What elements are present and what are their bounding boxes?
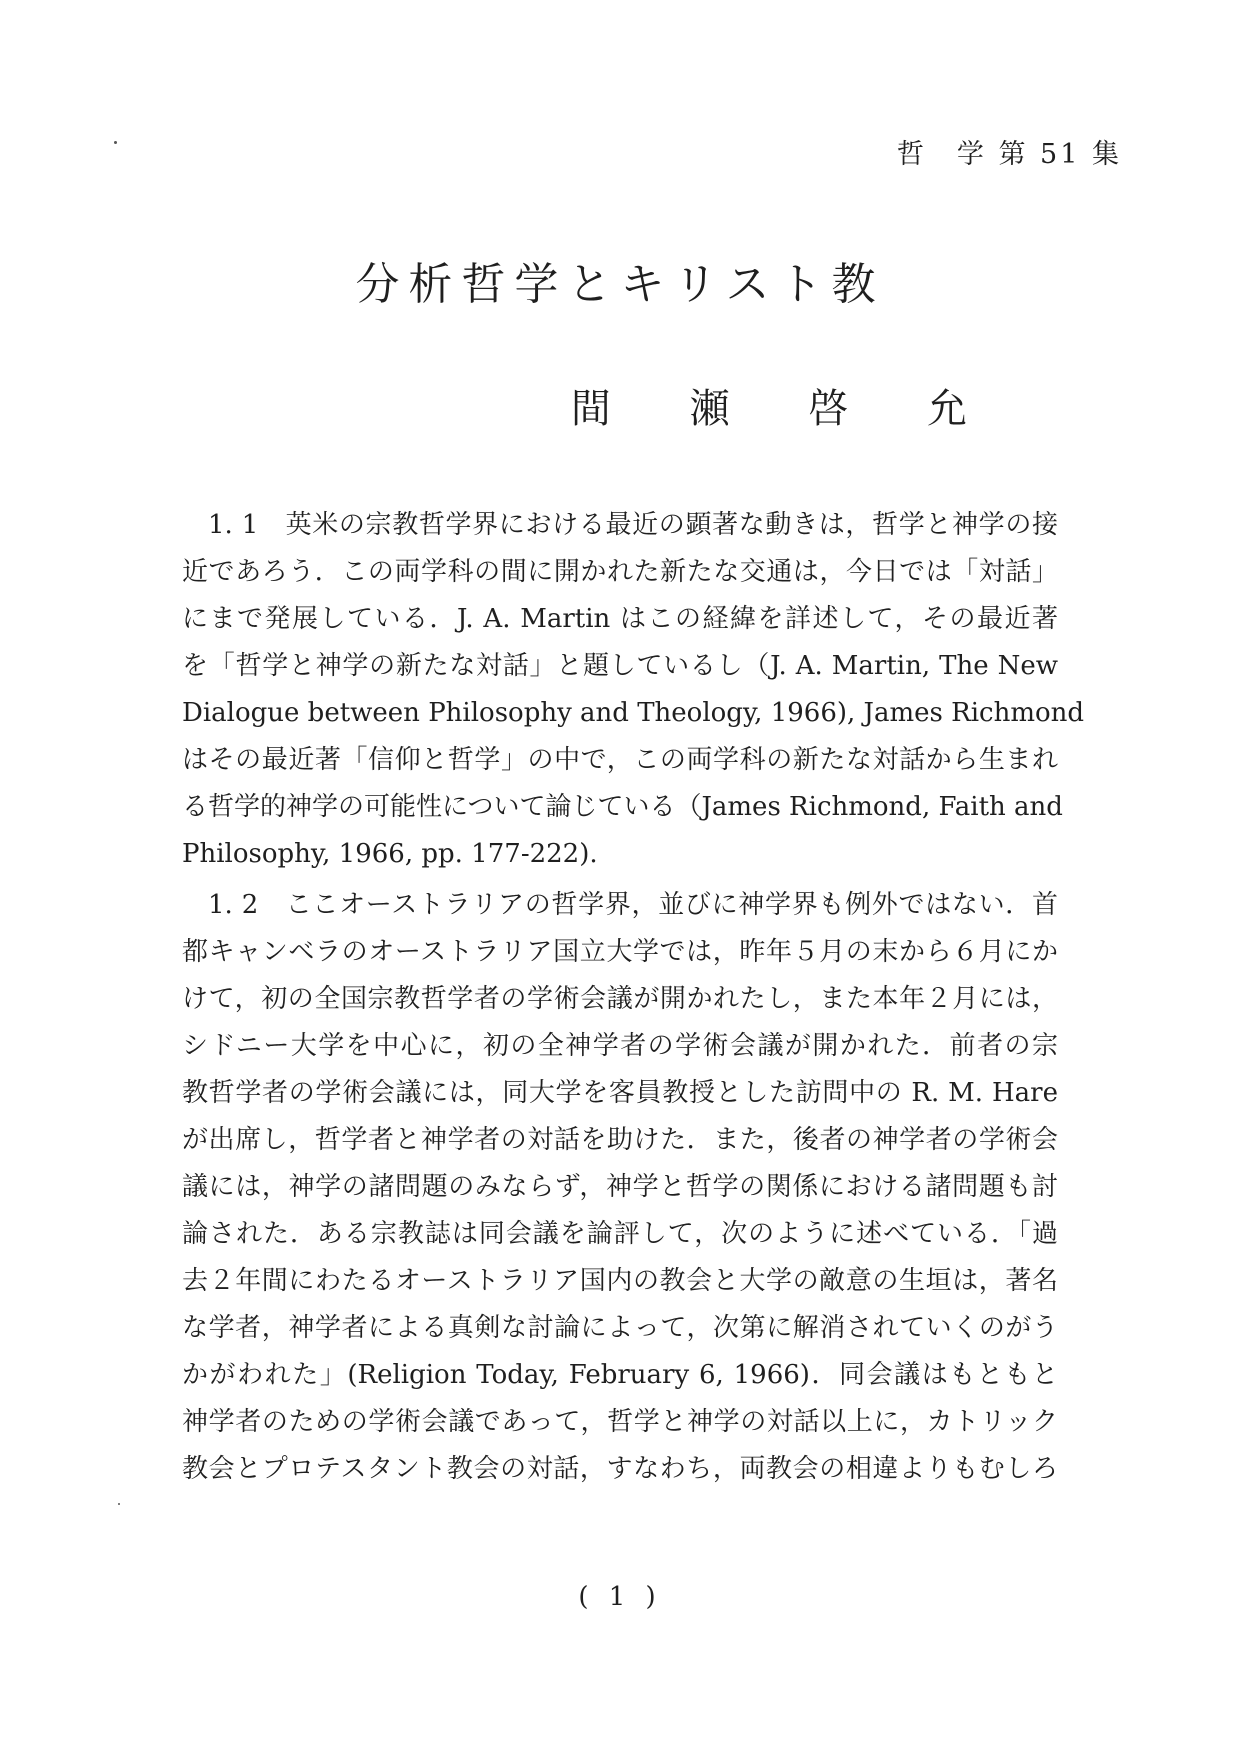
body-line: けて，初の全国宗教哲学者の学術会議が開かれたし，また本年２月には， [182, 984, 1058, 1014]
body-line: シドニー大学を中心に，初の全神学者の学術会議が開かれた．前者の宗 [182, 1031, 1058, 1061]
page-number: ( 1 ) [578, 1582, 662, 1612]
body-line: 1. 1 英米の宗教哲学界における最近の顕著な動きは，哲学と神学の接 [208, 510, 1058, 540]
body-line: な学者，神学者による真剣な討論によって，次第に解消されていくのがう [182, 1313, 1058, 1343]
body-line: が出席し，哲学者と神学者の対話を助けた．また，後者の神学者の学術会 [182, 1125, 1058, 1155]
article-title: 分析哲学とキリスト教 [355, 259, 885, 310]
body-line: Dialogue between Philosophy and Theology, 1966), James Richmond [182, 698, 1085, 728]
body-line: を「哲学と神学の新たな対話」と題しているし（J. A. Martin, The New [182, 651, 1058, 681]
body-line: 論された．ある宗教誌は同会議を論評して，次のように述べている．「過 [182, 1219, 1058, 1249]
article-body [182, 502, 1085, 1493]
body-line: 近であろう．この両学科の間に開かれた新たな交通は，今日では「対話」 [182, 557, 1058, 587]
body-line: 都キャンベラのオーストラリア国立大学では，昨年５月の末から６月にか [182, 937, 1058, 967]
journal-header: 哲 学 第 51 集 [896, 139, 1122, 170]
body-line: 教哲学者の学術会議には，同大学を客員教授とした訪問中の R. M. Hare [182, 1078, 1058, 1108]
body-line: 議には，神学の諸問題のみならず，神学と哲学の関係における諸問題も討 [182, 1172, 1058, 1202]
body-line: 神学者のための学術会議であって，哲学と神学の対話以上に，カトリック [182, 1407, 1058, 1437]
article-author: 間 瀬 啓 允 [570, 386, 1000, 432]
body-line: る哲学的神学の可能性について論じている（James Richmond, Faith and [182, 792, 1063, 822]
body-line: にまで発展している．J. A. Martin はこの経緯を詳述して，その最近著 [182, 604, 1058, 634]
body-line: 1. 2 ここオーストラリアの哲学界，並びに神学界も例外ではない．首 [208, 890, 1058, 920]
body-line: Philosophy, 1966, pp. 177-222). [182, 839, 598, 869]
scan-speck [114, 141, 117, 144]
body-line: かがわれた」(Religion Today, February 6, 1966)．同会議はもともと [182, 1360, 1058, 1390]
body-line: 去２年間にわたるオーストラリア国内の教会と大学の敵意の生垣は，著名 [182, 1266, 1058, 1296]
body-line: 教会とプロテスタント教会の対話，すなわち，両教会の相違よりもむしろ [182, 1454, 1058, 1484]
body-line: はその最近著「信仰と哲学」の中で，この両学科の新たな対話から生まれ [182, 745, 1058, 775]
scan-speck [118, 1503, 120, 1505]
